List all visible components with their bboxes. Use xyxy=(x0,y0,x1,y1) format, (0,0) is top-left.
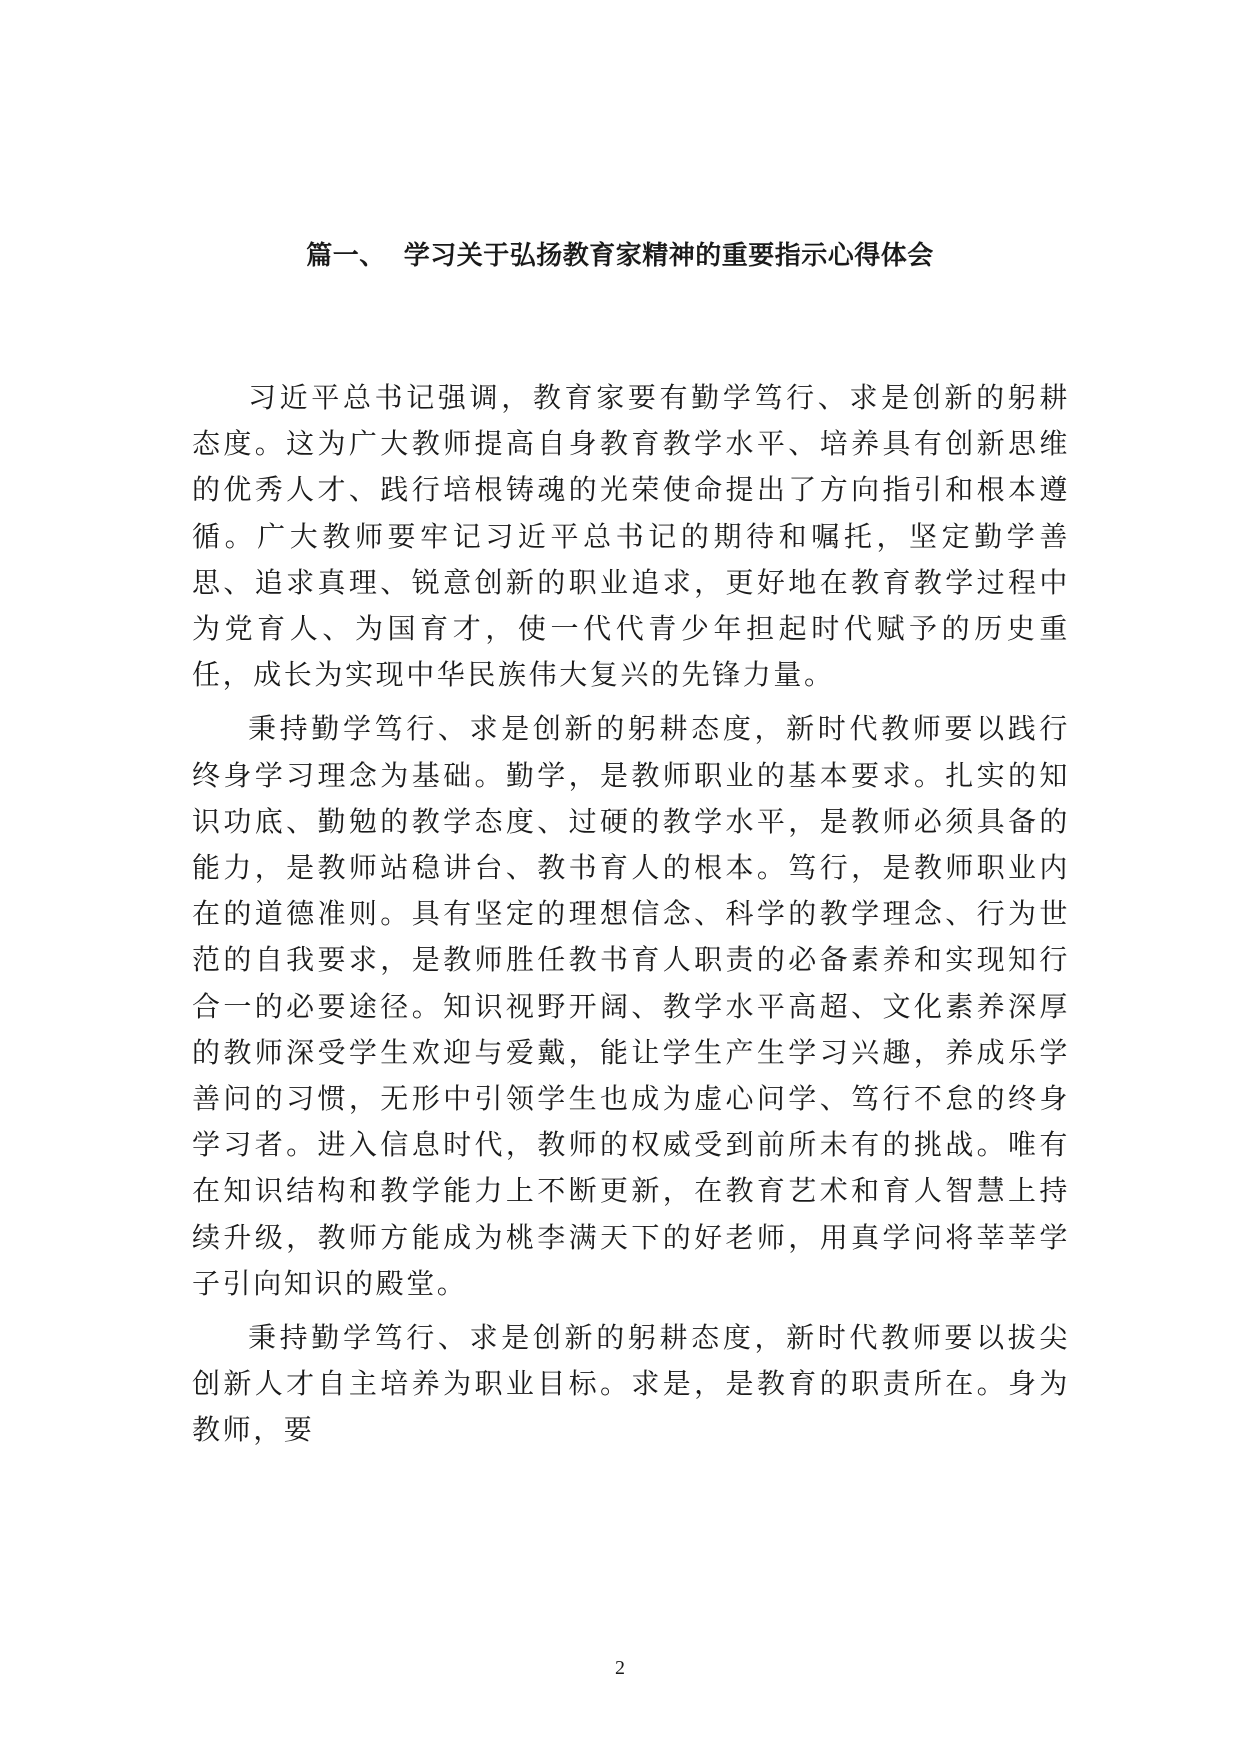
title-text: 学习关于弘扬教育家精神的重要指示心得体会 xyxy=(403,241,934,271)
paragraph-3: 秉持勤学笃行、求是创新的躬耕态度，新时代教师要以拔尖创新人才自主培养为职业目标。求是，是教育的职责所在。身为教师，要 xyxy=(192,1321,1070,1447)
body-text xyxy=(192,375,1070,1462)
paragraph-1: 习近平总书记强调，教育家要有勤学笃行、求是创新的躬耕态度。这为广大教师提高自身教育教学水平、培养具有创新思维的优秀人才、践行培根铸魂的光荣使命提出了方向指引和根本遵循。广大教师要牢记习近平总书记的期待和嘱托，坚定勤学善思、追求真理、锐意创新的职业追求，更好地在教育教学过程中为党育人、为国育才，使一代代青少年担起时代赋予的历史重任，成长为实现中华民族伟大复兴的先锋力量。 xyxy=(192,381,1070,692)
title-label: 篇一、 xyxy=(306,241,386,271)
page-number: 2 xyxy=(615,1657,625,1679)
paragraph-2: 秉持勤学笃行、求是创新的躬耕态度，新时代教师要以践行终身学习理念为基础。勤学，是教师职业的基本要求。扎实的知识功底、勤勉的教学态度、过硬的教学水平，是教师必须具备的能力，是教师站稳讲台、教书育人的根本。笃行，是教师职业内在的道德准则。具有坚定的理想信念、科学的教学理念、行为世范的自我要求，是教师胜任教书育人职责的必备素养和实现知行合一的必要途径。知识视野开阔、教学水平高超、文化素养深厚的教师深受学生欢迎与爱戴，能让学生产生学习兴趣，养成乐学善问的习惯，无形中引领学生也成为虚心问学、笃行不怠的终身学习者。进入信息时代，教师的权威受到前所未有的挑战。唯有在知识结构和教学能力上不断更新，在教育艺术和育人智慧上持续升级，教师方能成为桃李满天下的好老师，用真学问将莘莘学子引向知识的殿堂。 xyxy=(192,712,1070,1300)
document-title xyxy=(0,238,1240,274)
